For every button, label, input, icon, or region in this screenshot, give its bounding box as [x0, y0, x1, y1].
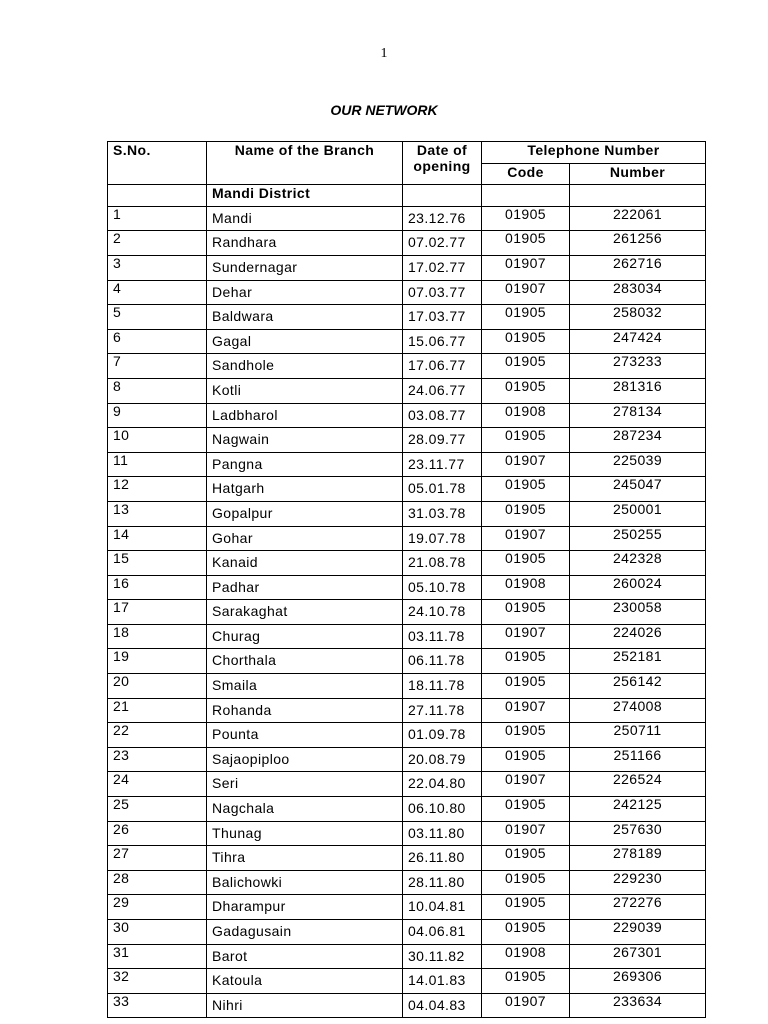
row-telephone-code: 01905: [482, 477, 570, 502]
row-date-of-opening: 14.01.83: [403, 969, 482, 994]
row-date-of-opening: 03.11.78: [403, 624, 482, 649]
row-telephone-number: 273233: [570, 354, 706, 379]
row-telephone-code: 01907: [482, 698, 570, 723]
table-row: [108, 698, 706, 723]
district-sno-cell: [108, 185, 207, 207]
row-branch-name: Pounta: [207, 723, 403, 748]
row-date-of-opening: 03.11.80: [403, 821, 482, 846]
row-date-of-opening: 06.10.80: [403, 797, 482, 822]
row-date-of-opening: 05.10.78: [403, 575, 482, 600]
row-telephone-code: 01905: [482, 723, 570, 748]
row-telephone-code: 01905: [482, 428, 570, 453]
table-row: [108, 944, 706, 969]
header-date-line1: Date of: [416, 142, 468, 158]
row-telephone-number: 257630: [570, 821, 706, 846]
table-row: [108, 501, 706, 526]
row-telephone-number: 283034: [570, 280, 706, 305]
row-date-of-opening: 23.12.76: [403, 206, 482, 231]
row-branch-name: Pangna: [207, 452, 403, 477]
row-branch-name: Katoula: [207, 969, 403, 994]
row-date-of-opening: 20.08.79: [403, 747, 482, 772]
row-branch-name: Balichowki: [207, 870, 403, 895]
row-branch-name: Hatgarh: [207, 477, 403, 502]
row-telephone-code: 01907: [482, 280, 570, 305]
row-date-of-opening: 07.03.77: [403, 280, 482, 305]
row-date-of-opening: 15.06.77: [403, 329, 482, 354]
row-sno: 24: [108, 772, 207, 797]
row-sno: 12: [108, 477, 207, 502]
row-date-of-opening: 06.11.78: [403, 649, 482, 674]
row-telephone-number: 233634: [570, 993, 706, 1018]
row-sno: 30: [108, 920, 207, 945]
row-telephone-number: 274008: [570, 698, 706, 723]
row-sno: 9: [108, 403, 207, 428]
row-sno: 33: [108, 993, 207, 1018]
header-code: Code: [482, 163, 570, 185]
row-telephone-code: 01905: [482, 920, 570, 945]
row-sno: 3: [108, 255, 207, 280]
row-telephone-number: 226524: [570, 772, 706, 797]
row-date-of-opening: 05.01.78: [403, 477, 482, 502]
row-telephone-number: 250001: [570, 501, 706, 526]
row-branch-name: Baldwara: [207, 305, 403, 330]
row-telephone-number: 242328: [570, 551, 706, 576]
row-sno: 14: [108, 526, 207, 551]
table-row: [108, 821, 706, 846]
row-telephone-number: 267301: [570, 944, 706, 969]
table-row: [108, 329, 706, 354]
table-row: [108, 378, 706, 403]
row-telephone-code: 01907: [482, 452, 570, 477]
row-sno: 2: [108, 231, 207, 256]
row-telephone-code: 01907: [482, 255, 570, 280]
row-sno: 31: [108, 944, 207, 969]
row-sno: 21: [108, 698, 207, 723]
row-branch-name: Thunag: [207, 821, 403, 846]
row-telephone-number: 247424: [570, 329, 706, 354]
district-date-cell: [403, 185, 482, 207]
table-row: [108, 747, 706, 772]
row-date-of-opening: 30.11.82: [403, 944, 482, 969]
row-branch-name: Chorthala: [207, 649, 403, 674]
row-date-of-opening: 21.08.78: [403, 551, 482, 576]
table-row: [108, 723, 706, 748]
row-telephone-number: 262716: [570, 255, 706, 280]
row-telephone-code: 01907: [482, 526, 570, 551]
row-sno: 8: [108, 378, 207, 403]
row-telephone-number: 224026: [570, 624, 706, 649]
row-telephone-code: 01905: [482, 206, 570, 231]
row-date-of-opening: 07.02.77: [403, 231, 482, 256]
row-sno: 29: [108, 895, 207, 920]
row-telephone-code: 01905: [482, 846, 570, 871]
row-date-of-opening: 03.08.77: [403, 403, 482, 428]
table-row: [108, 846, 706, 871]
row-telephone-code: 01907: [482, 772, 570, 797]
row-date-of-opening: 04.04.83: [403, 993, 482, 1018]
row-telephone-code: 01905: [482, 747, 570, 772]
table-row: [108, 231, 706, 256]
row-telephone-number: 225039: [570, 452, 706, 477]
row-telephone-number: 222061: [570, 206, 706, 231]
page-title: OUR NETWORK: [330, 102, 438, 118]
row-telephone-code: 01905: [482, 969, 570, 994]
row-telephone-code: 01905: [482, 354, 570, 379]
table-row: [108, 551, 706, 576]
row-telephone-code: 01905: [482, 674, 570, 699]
row-branch-name: Sajaopiploo: [207, 747, 403, 772]
row-telephone-number: 250711: [570, 723, 706, 748]
row-sno: 11: [108, 452, 207, 477]
table-row: [108, 255, 706, 280]
row-branch-name: Seri: [207, 772, 403, 797]
branch-network-table: [107, 141, 706, 1018]
row-telephone-code: 01905: [482, 551, 570, 576]
row-date-of-opening: 01.09.78: [403, 723, 482, 748]
row-sno: 5: [108, 305, 207, 330]
row-branch-name: Nagwain: [207, 428, 403, 453]
row-telephone-code: 01907: [482, 993, 570, 1018]
row-branch-name: Randhara: [207, 231, 403, 256]
row-telephone-code: 01905: [482, 378, 570, 403]
row-telephone-number: 261256: [570, 231, 706, 256]
row-sno: 13: [108, 501, 207, 526]
header-branch-name: Name of the Branch: [207, 142, 403, 185]
row-sno: 23: [108, 747, 207, 772]
row-telephone-code: 01905: [482, 600, 570, 625]
row-sno: 20: [108, 674, 207, 699]
row-telephone-number: 242125: [570, 797, 706, 822]
row-telephone-code: 01908: [482, 944, 570, 969]
table-row: [108, 206, 706, 231]
row-telephone-code: 01905: [482, 305, 570, 330]
row-branch-name: Sarakaghat: [207, 600, 403, 625]
row-telephone-number: 269306: [570, 969, 706, 994]
row-branch-name: Gohar: [207, 526, 403, 551]
row-branch-name: Padhar: [207, 575, 403, 600]
table-header-row: [108, 142, 706, 164]
header-date-of-opening: [403, 142, 482, 185]
row-date-of-opening: 28.09.77: [403, 428, 482, 453]
row-branch-name: Rohanda: [207, 698, 403, 723]
row-branch-name: Gagal: [207, 329, 403, 354]
row-sno: 7: [108, 354, 207, 379]
table-row: [108, 920, 706, 945]
row-branch-name: Smaila: [207, 674, 403, 699]
table-row: [108, 305, 706, 330]
row-telephone-number: 229039: [570, 920, 706, 945]
row-sno: 32: [108, 969, 207, 994]
row-date-of-opening: 26.11.80: [403, 846, 482, 871]
row-branch-name: Sundernagar: [207, 255, 403, 280]
row-sno: 19: [108, 649, 207, 674]
row-branch-name: Barot: [207, 944, 403, 969]
row-date-of-opening: 19.07.78: [403, 526, 482, 551]
row-sno: 15: [108, 551, 207, 576]
row-telephone-code: 01908: [482, 575, 570, 600]
row-date-of-opening: 23.11.77: [403, 452, 482, 477]
row-date-of-opening: 10.04.81: [403, 895, 482, 920]
row-telephone-number: 250255: [570, 526, 706, 551]
table-row: [108, 674, 706, 699]
row-telephone-number: 251166: [570, 747, 706, 772]
row-telephone-code: 01905: [482, 870, 570, 895]
row-sno: 25: [108, 797, 207, 822]
district-number-cell: [570, 185, 706, 207]
row-date-of-opening: 27.11.78: [403, 698, 482, 723]
row-sno: 28: [108, 870, 207, 895]
district-code-cell: [482, 185, 570, 207]
row-date-of-opening: 04.06.81: [403, 920, 482, 945]
row-branch-name: Gadagusain: [207, 920, 403, 945]
row-date-of-opening: 17.03.77: [403, 305, 482, 330]
table-row: [108, 403, 706, 428]
table-row: [108, 280, 706, 305]
table-row: [108, 624, 706, 649]
page-number: 1: [380, 46, 388, 61]
header-number: Number: [570, 163, 706, 185]
table-row: [108, 477, 706, 502]
row-telephone-number: 229230: [570, 870, 706, 895]
row-telephone-number: 272276: [570, 895, 706, 920]
row-telephone-code: 01905: [482, 501, 570, 526]
row-branch-name: Mandi: [207, 206, 403, 231]
row-date-of-opening: 24.10.78: [403, 600, 482, 625]
row-date-of-opening: 22.04.80: [403, 772, 482, 797]
row-telephone-code: 01905: [482, 231, 570, 256]
row-sno: 1: [108, 206, 207, 231]
row-sno: 27: [108, 846, 207, 871]
row-sno: 6: [108, 329, 207, 354]
row-telephone-code: 01905: [482, 649, 570, 674]
header-sno: S.No.: [108, 142, 207, 185]
table-row: [108, 428, 706, 453]
row-branch-name: Gopalpur: [207, 501, 403, 526]
table-row: [108, 993, 706, 1018]
row-telephone-code: 01908: [482, 403, 570, 428]
row-date-of-opening: 24.06.77: [403, 378, 482, 403]
row-branch-name: Tihra: [207, 846, 403, 871]
row-telephone-number: 252181: [570, 649, 706, 674]
row-sno: 10: [108, 428, 207, 453]
row-telephone-number: 245047: [570, 477, 706, 502]
row-telephone-code: 01905: [482, 329, 570, 354]
row-branch-name: Kotli: [207, 378, 403, 403]
table-row: [108, 526, 706, 551]
table-row: [108, 870, 706, 895]
row-branch-name: Kanaid: [207, 551, 403, 576]
row-branch-name: Nihri: [207, 993, 403, 1018]
row-date-of-opening: 31.03.78: [403, 501, 482, 526]
row-telephone-number: 230058: [570, 600, 706, 625]
row-sno: 16: [108, 575, 207, 600]
row-telephone-number: 281316: [570, 378, 706, 403]
row-branch-name: Ladbharol: [207, 403, 403, 428]
table-row: [108, 452, 706, 477]
row-telephone-number: 258032: [570, 305, 706, 330]
row-telephone-code: 01907: [482, 624, 570, 649]
row-sno: 4: [108, 280, 207, 305]
row-sno: 26: [108, 821, 207, 846]
row-telephone-code: 01907: [482, 821, 570, 846]
row-sno: 18: [108, 624, 207, 649]
table-row: [108, 969, 706, 994]
row-date-of-opening: 17.06.77: [403, 354, 482, 379]
table-row: [108, 895, 706, 920]
header-date-line2: opening: [413, 158, 471, 174]
table-row: [108, 575, 706, 600]
table-row: [108, 354, 706, 379]
row-date-of-opening: 17.02.77: [403, 255, 482, 280]
row-telephone-number: 278134: [570, 403, 706, 428]
table-row: [108, 797, 706, 822]
row-branch-name: Dharampur: [207, 895, 403, 920]
district-row: [108, 185, 706, 207]
row-telephone-number: 287234: [570, 428, 706, 453]
row-branch-name: Churag: [207, 624, 403, 649]
table-row: [108, 772, 706, 797]
row-sno: 22: [108, 723, 207, 748]
header-telephone-number: Telephone Number: [482, 142, 706, 164]
table-row: [108, 649, 706, 674]
row-telephone-code: 01905: [482, 895, 570, 920]
district-name: Mandi District: [207, 185, 403, 207]
row-date-of-opening: 18.11.78: [403, 674, 482, 699]
row-branch-name: Nagchala: [207, 797, 403, 822]
row-telephone-code: 01905: [482, 797, 570, 822]
row-telephone-number: 260024: [570, 575, 706, 600]
row-branch-name: Dehar: [207, 280, 403, 305]
row-telephone-number: 278189: [570, 846, 706, 871]
row-date-of-opening: 28.11.80: [403, 870, 482, 895]
table-row: [108, 600, 706, 625]
row-telephone-number: 256142: [570, 674, 706, 699]
row-branch-name: Sandhole: [207, 354, 403, 379]
row-sno: 17: [108, 600, 207, 625]
